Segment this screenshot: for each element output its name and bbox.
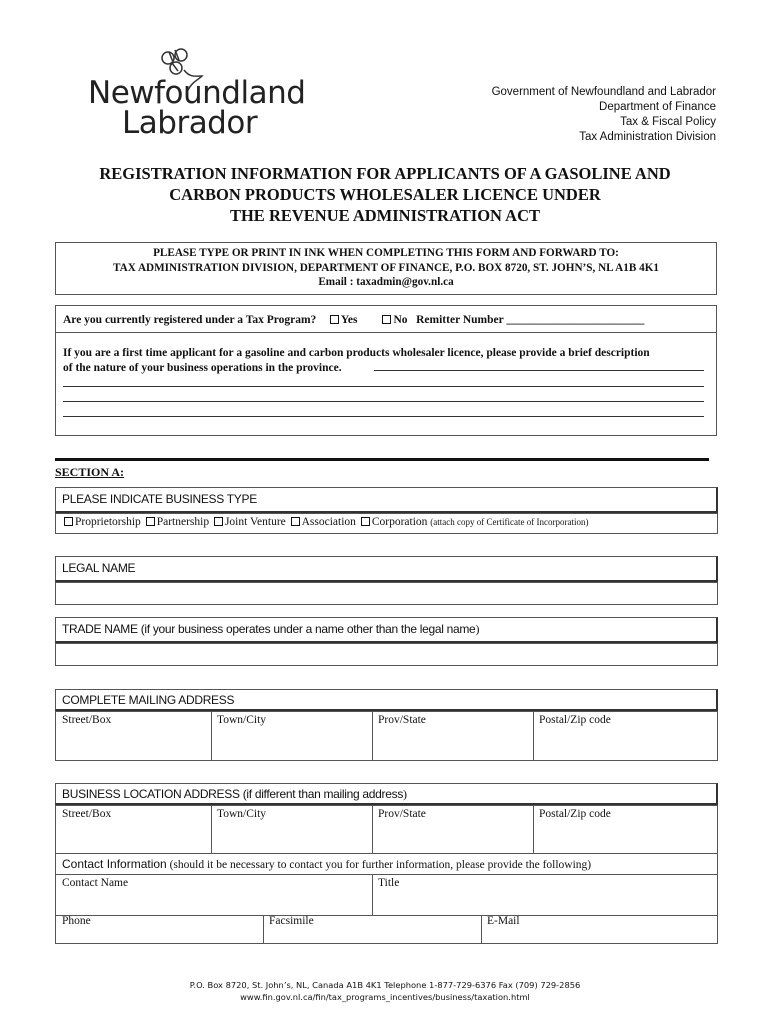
column-divider xyxy=(533,806,534,853)
gov-line1: Government of Newfoundland and Labrador xyxy=(491,86,716,98)
corporation-note: (attach copy of Certificate of Incorporation) xyxy=(430,517,589,527)
location-postal-label[interactable]: Postal/Zip code xyxy=(539,808,611,820)
business-location-fields xyxy=(55,805,718,944)
registration-box xyxy=(55,305,717,436)
mailing-postal-label[interactable]: Postal/Zip code xyxy=(539,714,611,726)
contact-name-label[interactable]: Contact Name xyxy=(62,877,129,889)
divider xyxy=(56,332,716,333)
title-line3: THE REVENUE ADMINISTRATION ACT xyxy=(229,206,541,225)
trade-name-label: TRADE NAME (if your business operates under a name other than the legal name xyxy=(62,622,476,636)
row-divider xyxy=(56,915,717,916)
trade-name-field[interactable] xyxy=(55,643,718,666)
contact-information-header: Contact Information xyxy=(62,857,167,871)
instructions-line1: PLEASE TYPE OR PRINT IN INK WHEN COMPLETING THIS FORM AND FORWARD TO: xyxy=(153,247,619,259)
location-prov-label[interactable]: Prov/State xyxy=(378,808,426,820)
proprietorship-label: Proprietorship xyxy=(75,516,141,528)
partnership-checkbox[interactable] xyxy=(146,517,155,526)
business-location-label: BUSINESS LOCATION ADDRESS (if different than mailing address xyxy=(62,787,404,801)
column-divider xyxy=(211,712,212,760)
joint-venture-label: Joint Venture xyxy=(224,516,286,528)
business-type-options xyxy=(55,513,718,534)
description-line1: If you are a first time applicant for a gasoline and carbon products wholesaler licence, please provide a brief description xyxy=(63,347,650,359)
instructions-email: Email : taxadmin@gov.nl.ca xyxy=(318,276,454,288)
description-blank-line[interactable] xyxy=(63,386,704,387)
column-divider xyxy=(372,712,373,760)
logo-wordmark xyxy=(88,75,306,141)
association-checkbox[interactable] xyxy=(291,517,300,526)
remitter-number-field[interactable]: Remitter Number ________________________ xyxy=(416,314,645,326)
description-blank-line[interactable] xyxy=(63,416,704,417)
footer-address: P.O. Box 8720, St. John’s, NL, Canada A1B 4K1 Telephone 1-877-729-6376 Fax (709) 729-2856 xyxy=(189,980,581,990)
description-blank-line[interactable] xyxy=(63,401,704,402)
mailing-town-label[interactable]: Town/City xyxy=(217,714,267,726)
yes-label: Yes xyxy=(340,314,358,326)
corporation-label: Corporation xyxy=(371,516,428,528)
email-label[interactable]: E-Mail xyxy=(487,915,520,927)
legal-name-field[interactable] xyxy=(55,582,718,605)
mailing-prov-label[interactable]: Prov/State xyxy=(378,714,426,726)
joint-venture-checkbox[interactable] xyxy=(214,517,223,526)
business-description xyxy=(63,346,711,376)
business-location-close: ) xyxy=(403,787,407,801)
column-divider xyxy=(533,712,534,760)
footer-website[interactable]: www.fin.gov.nl.ca/fin/tax_programs_incentives/business/taxation.html xyxy=(240,992,530,1002)
footer xyxy=(0,979,770,1003)
column-divider xyxy=(372,806,373,853)
mailing-street-label[interactable]: Street/Box xyxy=(62,714,112,726)
logo-line2: Labrador xyxy=(122,105,258,141)
column-divider xyxy=(263,915,264,943)
contact-title-label[interactable]: Title xyxy=(378,877,400,889)
business-type-header: PLEASE INDICATE BUSINESS TYPE xyxy=(55,487,718,513)
gov-line4: Tax Administration Division xyxy=(579,131,716,143)
description-line2-blank[interactable] xyxy=(374,370,704,371)
corporation-checkbox[interactable] xyxy=(361,517,370,526)
no-label: No xyxy=(393,314,408,326)
gov-line3: Tax & Fiscal Policy xyxy=(620,116,716,128)
contact-information-row xyxy=(62,857,591,871)
business-location-header xyxy=(55,783,718,805)
row-divider xyxy=(56,874,717,875)
proprietorship-checkbox[interactable] xyxy=(64,517,73,526)
title-line1: REGISTRATION INFORMATION FOR APPLICANTS OF A GASOLINE AND xyxy=(99,164,671,183)
form-title xyxy=(40,163,730,226)
contact-information-note: (should it be necessary to contact you for further information, please provide the following) xyxy=(166,859,592,871)
section-a-title: SECTION A: xyxy=(55,465,125,479)
gov-line2: Department of Finance xyxy=(599,101,716,113)
facsimile-label[interactable]: Facsimile xyxy=(269,915,314,927)
description-line2: of the nature of your business operations in the province. xyxy=(63,362,342,374)
instructions-box xyxy=(55,242,717,295)
location-town-label[interactable]: Town/City xyxy=(217,808,267,820)
registration-question-row xyxy=(63,314,644,326)
column-divider xyxy=(481,915,482,943)
column-divider xyxy=(372,874,373,915)
title-line2: CARBON PRODUCTS WHOLESALER LICENCE UNDER xyxy=(169,185,601,204)
partnership-label: Partnership xyxy=(156,516,210,528)
phone-label[interactable]: Phone xyxy=(62,915,91,927)
no-checkbox[interactable] xyxy=(382,315,391,324)
trade-name-header xyxy=(55,617,718,643)
mailing-address-header: COMPLETE MAILING ADDRESS xyxy=(55,689,718,711)
location-street-label[interactable]: Street/Box xyxy=(62,808,112,820)
section-divider xyxy=(55,458,709,461)
column-divider xyxy=(211,806,212,853)
trade-name-close: ) xyxy=(475,622,480,636)
row-divider xyxy=(56,853,717,854)
legal-name-header: LEGAL NAME xyxy=(55,556,718,582)
yes-checkbox[interactable] xyxy=(330,315,339,324)
registration-question: Are you currently registered under a Tax Program? xyxy=(63,314,317,326)
government-info xyxy=(492,85,716,145)
association-label: Association xyxy=(301,516,356,528)
instructions-line2: TAX ADMINISTRATION DIVISION, DEPARTMENT OF FINANCE, P.O. BOX 8720, ST. JOHN’S, NL A1B 4K1 xyxy=(113,261,659,274)
logo-line1: Newfoundland xyxy=(88,75,306,111)
mailing-address-fields xyxy=(55,711,718,761)
